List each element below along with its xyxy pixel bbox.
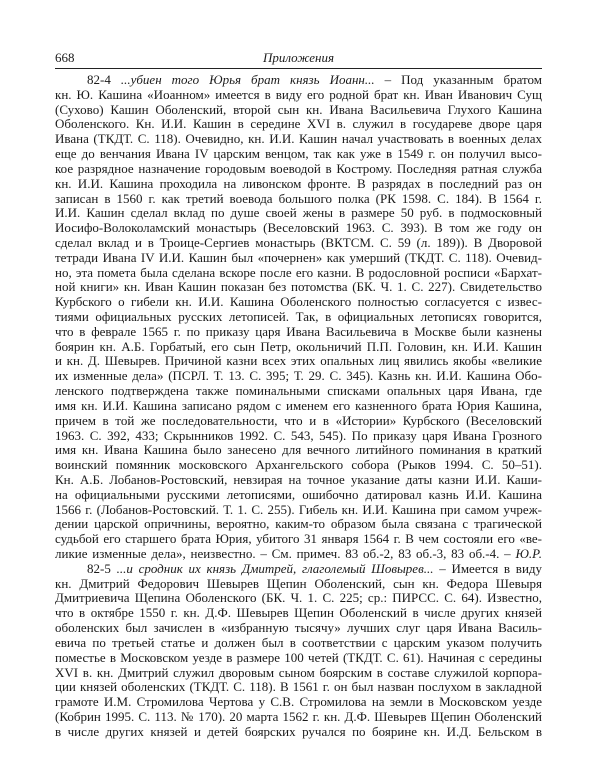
text-line (55, 325, 542, 340)
text-line (55, 117, 542, 132)
text-line (55, 192, 542, 207)
text-line (55, 503, 542, 518)
line-text: что в феврале 1565 г. по приказу царя Ивана Васильевича в Москве были казнены (55, 323, 542, 339)
line-text: ной книги» кн. Иван Кашин показан без потомства (БК. Ч. 1. С. 227). Свидетельство (55, 279, 542, 295)
line-text: Иосифо-Волоколамский монастырь (Веселовский 1963. С. 393). В том же году он (55, 220, 542, 236)
text-line (55, 384, 542, 399)
text-line (55, 88, 542, 103)
line-text: Оболенского. Кн. И.И. Кашин в середине XVI в. служил в государеве дворе царя (55, 116, 542, 132)
line-text: 1963. С. 392, 433; Скрынников 1992. С. 543, 545). По приказу царя Ивана Грозного (55, 427, 542, 443)
header-rule (55, 68, 542, 69)
text-line (55, 162, 542, 177)
line-text: что в октябре 1550 г. кн. Д.Ф. Шевырев Щепин Оболенский в числе других князей (55, 605, 542, 621)
note-number: 82-5 (87, 560, 111, 576)
running-header (55, 50, 542, 66)
line-text: записан в 1560 г. как третий воевода большого полка (РК 1598. С. 184). В 1564 г. (55, 190, 542, 206)
line-text: судьбой его старшего брата Юрия, убитого 31 января 1564 г. В чем состояли его «ве- (55, 531, 542, 547)
note-number: 82-4 (87, 72, 111, 87)
note-lemma: ...убиен того Юрья брат князь Иоанн... (120, 72, 375, 87)
text-line (55, 280, 542, 295)
page-number: 668 (55, 50, 75, 65)
text-line (55, 473, 542, 488)
text-line (55, 517, 542, 532)
line-text: 1566 г. (Лобанов-Ростовский. Т. 1. С. 255). Гибель кн. И.И. Кашина при самом учреж- (55, 501, 542, 517)
text-line (55, 414, 542, 429)
text-line (55, 488, 542, 503)
line-text: и кн. Д. Шевырев. Причиной казни всех этих опальных лиц явились якобы «великие (55, 353, 542, 369)
commentary-note-82-4 (55, 73, 542, 562)
line-text: (Сухово) Кашин Оболенский, второй сын кн. Ивана Васильевича Глухого Кашина (55, 101, 542, 117)
line-text: оболенских был зачислен в «избранную тысячу» лучших слуг царя Ивана Василь- (55, 620, 542, 636)
line-text: имя кн. И.И. Кашина записано рядом с именем его казненного брата Юрия Кашина, (55, 397, 542, 413)
text-line (55, 725, 542, 740)
text-line (55, 221, 542, 236)
text-line (55, 340, 542, 355)
text-line (55, 458, 542, 473)
text-line (55, 132, 542, 147)
text-line (55, 295, 542, 310)
text-line (55, 710, 542, 725)
commentary-body (55, 73, 542, 740)
note-first-line (55, 562, 542, 577)
text-line (55, 103, 542, 118)
text-line (55, 206, 542, 221)
note-first-line (55, 73, 542, 88)
text-line (55, 547, 542, 562)
line-text: кн. Ю. Кашина «Иоанном» имеется в виду его родной брат кн. Иван Иванович Сущ (55, 86, 542, 102)
text-line (55, 606, 542, 621)
text-line (55, 532, 542, 547)
note-lemma: ...и сродник их князь Дмитрей, глаголемый Шовырев... (116, 560, 434, 576)
text-line (55, 310, 542, 325)
line-text: Дмитриевича Щепина Оболенского (БК. Ч. 1. С. 225; ср.: ПИРСС. С. 64). Известно, (55, 590, 542, 606)
line-text: (Кобрин 1995. С. 113. № 170). 20 марта 1562 г. кн. Д.Ф. Шевырев Щепин Оболенский (55, 708, 542, 724)
line-text: сделал вклад и в Троице-Сергиев монастырь (ВКТСМ. С. 59 (л. 189)). В Дворовой (55, 234, 542, 250)
line-text: дении царской опричнины, вероятно, каким-то образом была связана с трагической (55, 516, 542, 532)
line-text: воинский помянник московского Архангельского собора (Рыков 1994. С. 50–51). (55, 457, 542, 473)
line-text: ции князей оболенских (ТКДТ. С. 118). В 1561 г. он был назван послухом в закладной (55, 679, 542, 695)
text-line (55, 443, 542, 458)
line-text: еще до венчания Ивана IV царским венцом, так как уже в 1549 г. он получил высо- (55, 146, 542, 162)
line-text: кн. И.И. Кашина проходила на ливонском фронте. В разрядах в последний раз он (55, 175, 542, 191)
text-line (55, 266, 542, 281)
line-text: Ивана (ТКДТ. С. 118). Очевидно, кн. И.И. Кашин начал участвовать в военных делах (55, 131, 542, 147)
text-line (55, 591, 542, 606)
line-text: XVI в. кн. Дмитрий служил дворовым сыном боярским в составе служилой корпора- (55, 664, 542, 680)
line-text: в числе других князей и детей боярских ручался по боярине кн. И.Д. Бельском в (55, 723, 542, 739)
line-text: причем в той же последовательности, что и в «Истории» Курбского (Веселовский (55, 412, 542, 428)
line-text: евича по третьей статье и должен был в соответствии с царским указом получить (55, 634, 542, 650)
line-text: имя кн. Ивана Кашина было занесено для вечного литийного поминания в краткий (55, 442, 542, 458)
text-line (55, 651, 542, 666)
line-text: Кн. А.Б. Лобанов-Ростовский, невзирая на точное указание даты казни И.И. Каши- (55, 471, 542, 487)
text-line (55, 177, 542, 192)
text-line (55, 636, 542, 651)
note-text: – Под указанным братом (374, 72, 543, 87)
line-text: кое разрядное назначение городовым воеводой в Кострому. Последняя ратная служба (55, 160, 542, 176)
line-text: на официальными русскими летописями, ошибочно датировал казнь И.И. Кашина (55, 486, 542, 502)
text-line (55, 369, 542, 384)
text-line (55, 251, 542, 266)
text-line (55, 399, 542, 414)
line-text: но, эта помета была сделана вскоре после его казни. В родословной росписи «Бархат- (55, 264, 542, 280)
line-text: их изменные дела» (ПСРЛ. Т. 13. С. 395; Т. 29. С. 345). Казнь кн. И.И. Кашина Обо- (55, 368, 542, 384)
line-text: тетради Ивана IV И.И. Кашин был «почернен» как умерший (ТКДТ. С. 118). Очевид- (55, 249, 542, 265)
line-text: тиями официальных русских летописей. Так, в официальных летописях говорится, (55, 309, 542, 324)
note-text: – Имеется в виду (433, 560, 543, 576)
text-line (55, 236, 542, 251)
line-text: боярин кн. А.Б. Горбатый, его сын Петр, окольничий П.П. Головин, кн. И.И. Кашин (55, 338, 542, 354)
text-line (55, 695, 542, 710)
line-text: Курбского о гибели кн. И.И. Кашина Оболенского полностью согласуется с извес- (55, 294, 542, 310)
line-text: поместье в Московском уезде в размере 100 четей (ТКДТ. С. 61). Начиная с середины (55, 649, 542, 665)
text-line (55, 577, 542, 592)
line-text: грамоте И.М. Стромилова Чертова у С.В. Стромилова на земли в Московском уезде (55, 694, 542, 710)
author-signature: Ю.Р. (515, 546, 542, 561)
line-text: ликие изменные дела», неизвестно. – См. примеч. 83 об.-2, 83 об.-3, 83 об.-4. – (55, 546, 516, 561)
text-line (55, 621, 542, 636)
text-line (55, 429, 542, 444)
line-text: ленского подтверждена также поминальными списками опальных царя Ивана, где (55, 383, 542, 399)
line-text: И.И. Кашин сделал вклад по душе своей жены в размере 50 руб. в подмосковный (55, 205, 542, 221)
text-line (55, 666, 542, 681)
text-line (55, 147, 542, 162)
text-line (55, 680, 542, 695)
running-title: Приложения (262, 50, 335, 65)
line-text: кн. Дмитрий Федорович Шевырев Щепин Оболенский, сын кн. Федора Шевыря (55, 575, 542, 591)
text-line (55, 354, 542, 369)
commentary-note-82-5 (55, 562, 542, 740)
